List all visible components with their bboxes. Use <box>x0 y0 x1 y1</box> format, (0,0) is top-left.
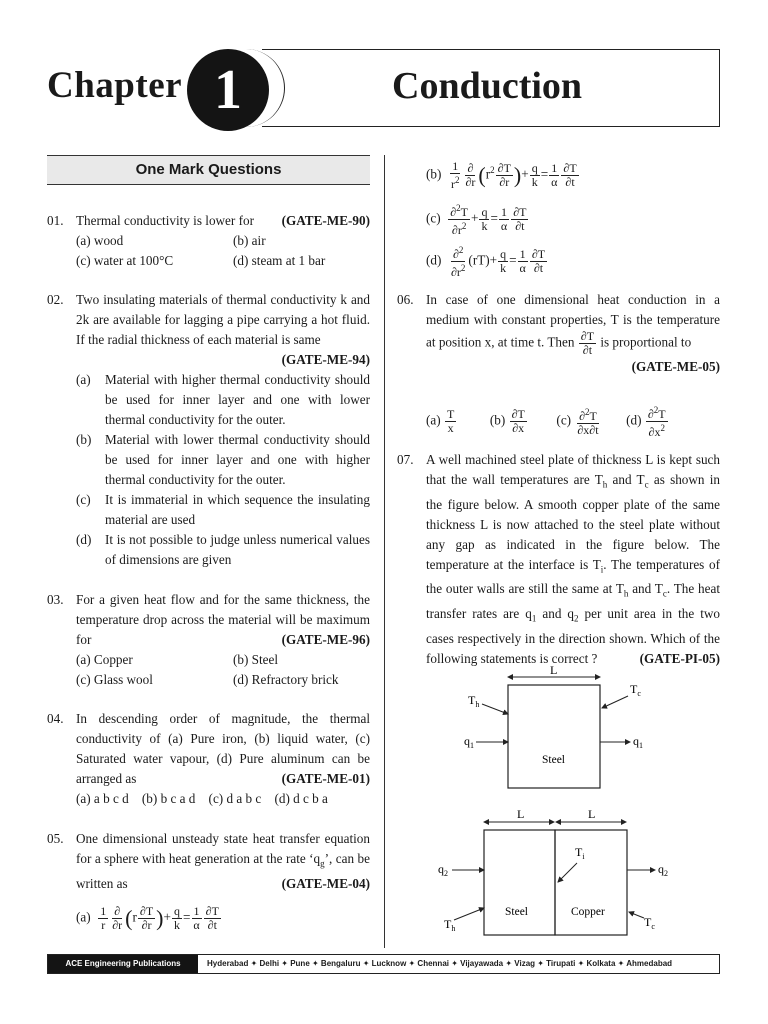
question-text <box>76 290 370 370</box>
chapter-label: Chapter <box>47 65 183 106</box>
publisher-name: ACE Engineering Publications <box>48 955 198 973</box>
Tc-label: $T_c$ <box>630 682 641 698</box>
q1-left-label: $q_1$ <box>464 734 474 750</box>
stem-part: . The temperatures of the outer walls are still the same at T <box>426 556 720 597</box>
exam-tag: (GATE-ME-96) <box>281 632 370 647</box>
question-number: 05. <box>47 831 64 846</box>
dimension-L: L <box>550 663 558 677</box>
option-label: (b) <box>426 166 442 182</box>
question-number: 04. <box>47 711 64 726</box>
option-b: (b) air <box>233 233 266 248</box>
question-05-continued <box>397 160 720 280</box>
question-text <box>76 709 370 789</box>
exam-tag: (GATE-ME-04) <box>281 875 370 891</box>
sub-h: h <box>602 479 608 490</box>
dimension-L-copper: L <box>588 807 596 821</box>
option-c: It is immaterial in which sequence the insulating material are used <box>105 492 370 527</box>
option-a: (a) wood <box>76 233 124 248</box>
option-c-label: (c) <box>556 412 572 428</box>
section-title: One Mark Questions <box>47 155 370 185</box>
question-stem-end: is proportional to <box>600 334 692 350</box>
stem-part: A well machined steel plate of thickness L is kept such that the wall temperatures are T <box>426 452 720 487</box>
sub-i: i <box>600 564 604 575</box>
Th-label: $T_h$ <box>468 693 480 709</box>
page-footer <box>47 954 720 974</box>
option-label: (d) <box>426 252 442 268</box>
question-text <box>426 450 720 669</box>
steel-copper-figure <box>430 800 690 945</box>
steel-block <box>508 685 600 788</box>
material-label: Steel <box>542 754 565 766</box>
option-c: (c) water at 100°C <box>76 253 174 268</box>
subscript: g <box>320 858 325 869</box>
stem-part: and q <box>536 605 575 621</box>
option-a: (a) $\frac{1}{r}$ $\frac{\partial}{\partial r}$ (r $\frac{\partial T}{\partial r}$ )+ $\frac{q}{k}$ = $\frac{1}{\alpha}$ $\frac{\partial T}{\partial t}$ <box>76 904 219 932</box>
footer-cities: Hyderabad ✦ Delhi ✦ Pune ✦ Bengaluru ✦ Lucknow ✦ Chennai ✦ Vijayawada ✦ Vizag ✦ Tirupati ✦ Kolkata ✦ Ahmedabad <box>207 959 673 968</box>
material-steel-label: Steel <box>505 906 528 918</box>
steel-plate-figure <box>440 660 680 800</box>
question-text <box>76 829 370 894</box>
column-divider <box>384 155 385 948</box>
option-d-label: (d) <box>626 412 642 428</box>
option-b: (b) Steel <box>233 652 279 667</box>
question-number: 03. <box>47 592 64 607</box>
stem-part: . The heat transfer rates are q <box>426 581 720 621</box>
question-stem: For a given heat flow and for the same thickness, the temperature drop across the material will be maximum for <box>76 592 370 647</box>
stem-part: and T <box>628 581 663 597</box>
question-stem-end: ’, can be written as <box>76 851 370 891</box>
question-stem: In case of one dimensional heat conduction in a medium with constant properties, T is the temperature at position x, at time t. Then <box>426 292 720 350</box>
sub-2: 2 <box>574 613 579 624</box>
option-label: (c) <box>426 210 441 226</box>
exam-tag: (GATE-ME-01) <box>281 771 370 786</box>
q2-right-label: $q_2$ <box>658 862 668 878</box>
stem-part: per unit area in the two cases respectively in the direction shown. Which of the following statements is correct ? <box>426 605 720 666</box>
sub-h: h <box>623 588 629 599</box>
option-c-label: (c) <box>76 492 91 507</box>
sub-c: c <box>662 588 667 599</box>
chapter-title: Conduction <box>392 65 583 107</box>
dimension-L-steel: L <box>517 807 525 821</box>
question-text <box>426 290 720 377</box>
option-b-label: (b) <box>76 432 92 447</box>
options-row: (a) a b c d (b) b c a d (c) d a b c (d) d c b a <box>76 791 328 806</box>
material-copper-label: Copper <box>571 906 605 918</box>
question-number: 07. <box>397 452 414 467</box>
Ti-label: $T_i$ <box>575 845 585 861</box>
option-d-label: (d) <box>76 532 92 547</box>
option-a-label: (a) <box>76 372 91 387</box>
option-a-label: (a) <box>426 412 441 428</box>
dT-dt-fraction: $\frac{\partial T}{\partial t}$ <box>580 329 595 357</box>
question-stem: Thermal conductivity is lower for <box>76 213 254 228</box>
option-a: (a) Copper <box>76 652 133 667</box>
Th-label: $T_h$ <box>444 917 456 933</box>
question-stem: Two insulating materials of thermal conductivity k and 2k are available for lagging a pipe carrying a hot fluid. If the radial thickness of each material is same <box>76 292 370 347</box>
question-stem: One dimensional unsteady state heat transfer equation for a sphere with heat generation at the rate ‘q <box>76 831 370 866</box>
exam-tag: (GATE-ME-94) <box>281 352 370 367</box>
option-label: (a) <box>76 909 91 925</box>
copper-block <box>555 830 627 935</box>
question-04 <box>47 709 370 809</box>
option-d: (d) $\frac{\partial^2}{\partial r^2}$ (rT)+ $\frac{q}{k}$ = $\frac{1}{\alpha}$ $\frac{\partial T}{\partial t}$ <box>426 245 546 279</box>
option-d: It is not possible to judge unless numerical values of dimensions are given <box>105 532 370 567</box>
exam-tag: (GATE-ME-05) <box>631 359 720 374</box>
question-05 <box>47 829 370 944</box>
question-07 <box>397 450 720 670</box>
question-01 <box>47 211 370 271</box>
option-b: (b) $\frac{1}{r^2}$ $\frac{\partial}{\partial r}$ ($r^2$ $\frac{\partial T}{\partial r}$ )+ $\frac{q}{k}$ = $\frac{1}{\alpha}$ $\frac{\partial T}{\partial t}$ <box>426 159 577 191</box>
question-06 <box>397 290 720 440</box>
option-a: Material with higher thermal conductivity should be used for inner layer and one with lower thermal conductivity for the outer. <box>105 372 370 427</box>
sub-1: 1 <box>531 613 537 624</box>
question-number: 02. <box>47 292 64 307</box>
question-stem: In descending order of magnitude, the thermal conductivity of (a) Pure iron, (b) liquid water, (c) Saturated water vapour, (d) Pure aluminum can be arranged as <box>76 711 370 786</box>
q2-left-label: $q_2$ <box>438 862 448 878</box>
stem-part: as shown in the figure below. A smooth copper plate of the same thickness L is now attached to the steel plate without any gap as indicated in the figure below. The temperature at the interface is T <box>426 472 720 572</box>
option-d: (d) steam at 1 bar <box>233 253 326 268</box>
question-02 <box>47 290 370 575</box>
sub-c: c <box>644 479 649 490</box>
option-b-label: (b) <box>489 412 506 428</box>
question-03 <box>47 590 370 690</box>
question-number: 06. <box>397 292 414 307</box>
options-row: (a) $\frac{T}{x}$ (b) $\frac{\partial T}{\partial x}$ (c) $\frac{\partial^2T}{\partial x\partial t}$ (d) $\frac{\partial^2T}{\partial x^2}$ <box>426 405 666 439</box>
option-c: (c) $\frac{\partial^2T}{\partial r^2}$ + $\frac{q}{k}$ = $\frac{1}{\alpha}$ $\frac{\partial T}{\partial t}$ <box>426 203 527 237</box>
steel-block <box>484 830 555 935</box>
stem-part: and T <box>607 472 645 487</box>
option-b: Material with lower thermal conductivity should be used for inner layer and one with higher thermal conductivity for the outer. <box>105 432 370 487</box>
Tc-label: $T_c$ <box>644 915 655 931</box>
question-text <box>76 590 370 650</box>
option-d: (d) Refractory brick <box>233 672 339 687</box>
exam-tag: (GATE-PI-05) <box>639 650 720 666</box>
chapter-number-badge: 1 <box>187 49 269 131</box>
question-text <box>76 211 370 231</box>
exam-tag: (GATE-ME-90) <box>281 213 370 228</box>
q1-right-label: $q_1$ <box>633 734 643 750</box>
question-number: 01. <box>47 213 64 228</box>
option-c: (c) Glass wool <box>76 672 153 687</box>
